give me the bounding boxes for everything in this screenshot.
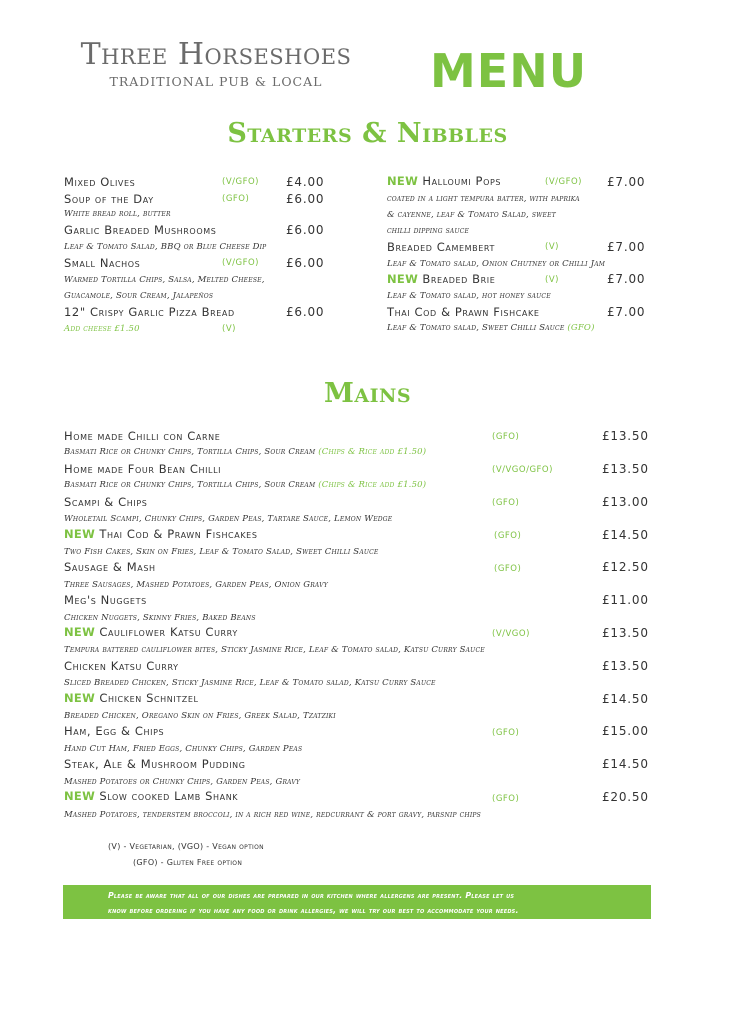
starter-item-tag: (V/GFO) (222, 177, 259, 187)
main-item-desc: Basmati Rice or Chunky Chips, Tortilla Chips, Sour Cream (Chips & Rice add £1.50) (64, 447, 427, 457)
main-item-desc: Mashed Potatoes, tenderstem broccoli, in a rich red wine, redcurrant & port gravy, parsnip chips (64, 810, 481, 820)
main-item-name: Home made Chilli con Carne (64, 429, 221, 443)
starter-item-price: £6.00 (286, 305, 325, 319)
main-item-name: Steak, Ale & Mushroom Pudding (64, 757, 246, 771)
starter-item-desc: chilli dipping sauce (387, 226, 470, 236)
allergen-notice-banner (63, 885, 651, 919)
main-item-desc: Tempura battered cauliflower bites, Sticky Jasmine Rice, Leaf & Tomato salad, Katsu Curry Sauce (64, 645, 485, 655)
starters-section-title: Starters & Nibbles (227, 118, 508, 149)
main-item-price: £13.50 (602, 462, 649, 476)
main-item-tag: (GFO) (492, 728, 520, 738)
main-item-price: £13.50 (602, 429, 649, 443)
main-item-tag: (GFO) (492, 794, 520, 804)
main-item-desc: Three Sausages, Mashed Potatoes, Garden Peas, Onion Gravy (64, 580, 328, 590)
brand-name: Three Horseshoes (80, 37, 352, 72)
starter-item-name: Soup of the Day (64, 192, 154, 206)
main-item-name: NEW Cauliflower Katsu Curry (64, 625, 238, 639)
starter-item-name: Small Nachos (64, 256, 141, 270)
starter-item-name: Garlic Breaded Mushrooms (64, 223, 217, 237)
starter-item-desc: Leaf & Tomato salad, Onion Chutney or Chilli Jam (387, 259, 606, 269)
starter-item-desc: & cayenne, leaf & Tomato Salad, sweet (387, 210, 556, 220)
main-item-desc: Breaded Chicken, Oregano Skin on Fries, Greek Salad, Tzatziki (64, 711, 336, 721)
main-item-price: £14.50 (602, 528, 649, 542)
legend-vegetarian-vegan: (V) - Vegetarian, (VGO) - Vegan option (108, 842, 264, 851)
main-item-name: Meg's Nuggets (64, 593, 147, 607)
menu-title: MENU (430, 44, 588, 98)
starter-item-tag: (V) (545, 275, 559, 285)
brand-logo (70, 38, 362, 89)
main-item-price: £13.50 (602, 659, 649, 673)
starter-item-price: £6.00 (286, 192, 325, 206)
starter-item-price: £6.00 (286, 223, 325, 237)
main-item-name: NEW Chicken Schnitzel (64, 691, 199, 705)
main-item-tag: (GFO) (492, 498, 520, 508)
starter-item-desc: Leaf & Tomato salad, hot honey sauce (387, 291, 551, 301)
starter-item-price: £7.00 (607, 175, 646, 189)
main-item-price: £12.50 (602, 560, 649, 574)
main-item-price: £20.50 (602, 790, 649, 804)
starter-item-name: Thai Cod & Prawn Fishcake (387, 305, 540, 319)
starter-item-price: £7.00 (607, 240, 646, 254)
main-item-desc: Basmati Rice or Chunky Chips, Tortilla Chips, Sour Cream (Chips & Rice add £1.50) (64, 480, 427, 490)
starter-item-name: 12" Crispy Garlic Pizza Bread (64, 305, 235, 319)
main-item-desc: Mashed Potatoes or Chunky Chips, Garden Peas, Gravy (64, 777, 301, 787)
main-item-name: NEW Slow cooked Lamb Shank (64, 789, 239, 803)
main-item-price: £13.00 (602, 495, 649, 509)
starter-item-price: £7.00 (607, 305, 646, 319)
main-item-tag: (GFO) (494, 531, 522, 541)
starter-item-desc: Leaf & Tomato Salad, BBQ or Blue Cheese Dip (64, 242, 267, 252)
starter-item-desc: coated in a light tempura batter, with paprika (387, 194, 580, 204)
main-item-name: Home made Four Bean Chilli (64, 462, 222, 476)
starter-item-desc: White bread roll, butter (64, 209, 171, 219)
main-item-desc: Chicken Nuggets, Skinny Fries, Baked Beans (64, 613, 256, 623)
starter-item-desc: Guacamole, Sour Cream, Jalapeños (64, 291, 214, 301)
starter-item-name: Mixed Olives (64, 175, 136, 189)
main-item-price: £15.00 (602, 724, 649, 738)
main-item-price: £14.50 (602, 692, 649, 706)
main-item-desc: Hand Cut Ham, Fried Eggs, Chunky Chips, Garden Peas (64, 744, 303, 754)
main-item-desc: Sliced Breaded Chicken, Sticky Jasmine Rice, Leaf & Tomato salad, Katsu Curry Sauce (64, 678, 436, 688)
main-item-name: Sausage & Mash (64, 560, 156, 574)
main-item-name: Scampi & Chips (64, 495, 148, 509)
main-item-name: NEW Thai Cod & Prawn Fishcakes (64, 527, 258, 541)
allergen-notice-line1: Please be aware that all of our dishes are prepared in our kitchen where allergens are present. Please let us (108, 891, 515, 900)
starter-item-tag: (V/GFO) (545, 177, 582, 187)
main-item-price: £13.50 (602, 626, 649, 640)
starter-item-name: NEW Breaded Brie (387, 272, 496, 286)
main-item-tag: (V/VGO) (492, 629, 530, 639)
starter-item-desc: Warmed Tortilla Chips, Salsa, Melted Cheese, (64, 275, 265, 285)
allergen-notice-line2: know before ordering if you have any food or drink allergies, we will try our best to accommodate your needs. (108, 906, 519, 915)
main-item-name: Chicken Katsu Curry (64, 659, 179, 673)
main-item-tag: (GFO) (492, 432, 520, 442)
starter-item-name: Breaded Camembert (387, 240, 495, 254)
starter-item-tag: (V) (545, 242, 559, 252)
main-item-desc: Two Fish Cakes, Skin on Fries, Leaf & Tomato Salad, Sweet Chilli Sauce (64, 547, 379, 557)
starter-item-price: £4.00 (286, 175, 325, 189)
legend-gluten-free: (GFO) - Gluten Free option (133, 858, 243, 867)
brand-tagline: TRADITIONAL PUB & LOCAL (109, 74, 323, 89)
main-item-tag: (V/VGO/GFO) (492, 465, 553, 475)
main-item-desc: Wholetail Scampi, Chunky Chips, Garden Peas, Tartare Sauce, Lemon Wedge (64, 514, 393, 524)
starter-item-price: £7.00 (607, 272, 646, 286)
mains-section-title: Mains (323, 378, 412, 409)
main-item-tag: (GFO) (494, 564, 522, 574)
main-item-price: £11.00 (602, 593, 649, 607)
main-item-name: Ham, Egg & Chips (64, 724, 165, 738)
main-item-price: £14.50 (602, 757, 649, 771)
starter-item-price: £6.00 (286, 256, 325, 270)
starter-item-tag: (V) (222, 324, 236, 334)
starter-item-tag: (GFO) (222, 194, 250, 204)
starter-item-note: Add cheese £1.50 (64, 324, 140, 334)
starter-item-name: NEW Halloumi Pops (387, 174, 502, 188)
starter-item-desc: Leaf & Tomato salad, Sweet Chilli Sauce (GFO) (387, 323, 595, 333)
starter-item-tag: (V/GFO) (222, 258, 259, 268)
